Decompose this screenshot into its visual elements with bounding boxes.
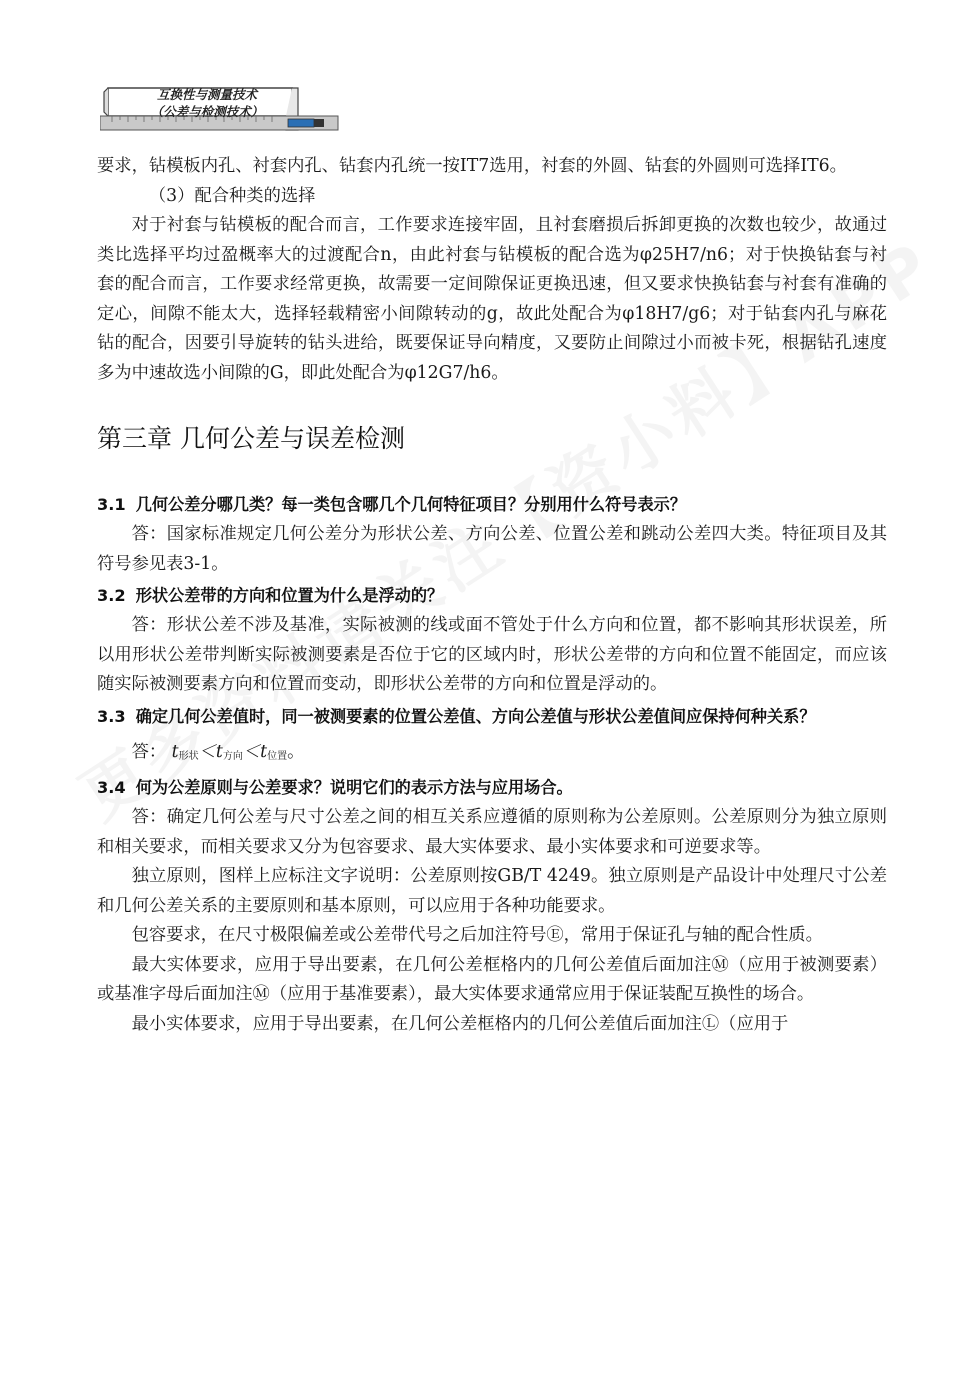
question-number: 3.3: [97, 706, 126, 726]
answer-paragraph: 答：国家标准规定几何公差分为形状公差、方向公差、位置公差和跳动公差四大类。特征项目及其符号参见表3-1。: [97, 524, 887, 574]
relation-formula: $t_{形状}<t_{方向}<t_{位置}$。: [171, 741, 305, 762]
answer-prefix: 答：: [131, 741, 167, 762]
answer-paragraph: 答：形状公差不涉及基准，实际被测的线或面不管处于什么方向和位置，都不影响其形状误差，所以用形状公差带判断实际被测要素是否位于它的区域内时，形状公差带的方向和位置不能固定，而应该随实际被测要素方向和位置而变动，即形状公差带的方向和位置是浮动的。: [97, 615, 887, 694]
book-title: 互换性与测量技术: [156, 87, 257, 102]
paragraph: 对于衬套与钻模板的配合而言，工作要求连接牢固，且衬套磨损后拆卸更换的次数也较少，故通过类比选择平均过盈概率大的过渡配合n，由此衬套与钻模板的配合选为φ25H7/n6；对于快换钻套与衬套的配合而言，工作要求经常更换，故需要一定间隙保证更换迅速，但又要求快换钻套与衬套有准确的定心，间隙不能太大，选择轻载精密小间隙转动的g，故此处配合为φ18H7/g6；对于钻套内孔与麻花钻的配合，因要引导旋转的钻头进给，既要保证导向精度，又要防止间隙过小而被卡死，根据钻孔速度多为中速故选小间隙的G，即此处配合为φ12G7/h6。: [97, 215, 887, 383]
question-heading: [97, 490, 887, 520]
question-heading: [97, 581, 887, 611]
question-text: 确定几何公差值时，同一被测要素的位置公差值、方向公差值与形状公差值间应保持何种关系？: [135, 706, 816, 726]
question-number: 3.2: [97, 586, 126, 605]
book-header: [100, 86, 340, 136]
question-heading: [97, 773, 887, 803]
answer-paragraph: [97, 738, 887, 772]
chapter-title: 第三章 几何公差与误差检测: [97, 424, 405, 453]
answer-paragraph: 答：确定几何公差与尺寸公差之间的相互关系应遵循的原则称为公差原则。公差原则分为独立原则和相关要求，而相关要求又分为包容要求、最大实体要求、最小实体要求和可逆要求等。: [97, 807, 887, 857]
answer-paragraph: 独立原则，图样上应标注文字说明：公差原则按GB/T 4249。独立原则是产品设计中处理尺寸公差和几何公差关系的主要原则和基本原则，可以应用于各种功能要求。: [97, 866, 887, 916]
paragraph: 要求，钻模板内孔、衬套内孔、钻套内孔统一按IT7选用，衬套的外圆、钻套的外圆则可选择IT6。: [97, 156, 847, 176]
question-text: 形状公差带的方向和位置为什么是浮动的？: [135, 586, 444, 605]
book-subtitle: （公差与检测技术）: [150, 104, 264, 119]
question-number: 3.4: [97, 778, 126, 797]
header-title-block: [122, 86, 292, 120]
answer-paragraph: 最小实体要求，应用于导出要素，在几何公差框格内的几何公差值后面加注Ⓛ（应用于: [131, 1013, 789, 1034]
question-heading: [97, 702, 887, 732]
section-subheading: （3）配合种类的选择: [148, 185, 316, 206]
question-number: 3.1: [97, 495, 126, 514]
question-text: 何为公差原则与公差要求？说明它们的表示方法与应用场合。: [135, 778, 573, 797]
question-text: 几何公差分哪几类？每一类包含哪几个几何特征项目？分别用什么符号表示？: [135, 495, 687, 514]
page-content: [97, 152, 887, 1039]
answer-paragraph: 包容要求，在尺寸极限偏差或公差带代号之后加注符号Ⓔ，常用于保证孔与轴的配合性质。: [131, 925, 823, 945]
answer-paragraph: 最大实体要求，应用于导出要素，在几何公差框格内的几何公差值后面加注Ⓜ（应用于被测要素）或基准字母后面加注Ⓜ（应用于基准要素），最大实体要求通常应用于保证装配互换性的场合。: [97, 954, 887, 1004]
